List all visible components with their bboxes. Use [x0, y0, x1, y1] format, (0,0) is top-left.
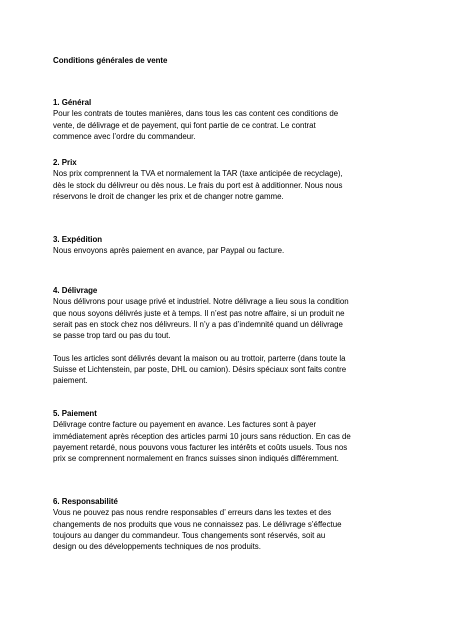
section-paragraph — [53, 296, 413, 341]
section-heading: 6. Responsabilité — [53, 497, 118, 506]
section-expedition — [53, 234, 413, 257]
text-line: que nous soyons délivrés juste et à temps. Il n’est pas notre affaire, si un produit ne — [53, 308, 345, 318]
section-prix — [53, 157, 413, 202]
text-line: payement retardé, nous pouvons vous facturer les intérêts et coûts usuels. Tous nos — [53, 442, 348, 452]
text-line: dès le stock du délivreur ou dès nous. Le frais du port est à additionner. Nous nous — [53, 180, 343, 190]
text-line: réservons le droit de changer les prix et de changer notre gamme. — [53, 191, 284, 201]
text-line: design ou des développements techniques de nos produits. — [53, 542, 261, 552]
text-line: toujours au danger du commandeur. Tous changements sont réservés, soit au — [53, 530, 326, 540]
text-line: commence avec l’ordre du commandeur. — [53, 131, 196, 141]
text-line: Suisse et Lichtenstein, par poste, DHL ou camion). Désirs spéciaux sont faits contre — [53, 365, 347, 375]
text-line: paiement. — [53, 376, 88, 386]
section-paragraph — [53, 245, 413, 256]
text-line: Délivrage contre facture ou payement en avance. Les factures sont à payer — [53, 420, 317, 430]
text-line: Nos prix comprennent la TVA et normalement la TAR (taxe anticipée de recyclage), — [53, 169, 343, 179]
section-responsabilite — [53, 496, 413, 552]
text-line: se passe trop tard ou pas du tout. — [53, 331, 171, 341]
section-paragraph — [53, 353, 413, 387]
section-paragraph — [53, 108, 413, 142]
text-line: Nous envoyons après paiement en avance, par Paypal ou facture. — [53, 246, 285, 256]
section-paragraph — [53, 419, 413, 464]
section-paragraph — [53, 507, 413, 552]
section-heading: 3. Expédition — [53, 235, 103, 244]
document-title: Conditions générales de vente — [53, 56, 168, 65]
section-heading: 5. Paiement — [53, 409, 97, 418]
text-line: changements de nos produits que vous ne connaissez pas. Le délivrage s’éffectue — [53, 519, 342, 529]
text-line: serait pas en stock chez nos délivreurs. Il n’y a pas d’indemnité quand un délivrage — [53, 319, 343, 329]
section-heading: 2. Prix — [53, 158, 77, 167]
section-heading: 1. Général — [53, 98, 92, 107]
section-general — [53, 97, 413, 142]
text-line: Tous les articles sont délivrés devant la maison ou au trottoir, parterre (dans toute la — [53, 353, 346, 363]
section-paragraph — [53, 168, 413, 202]
text-line: vente, de délivrage et de payement, qui font partie de ce contrat. Le contrat — [53, 120, 316, 130]
section-delivrage — [53, 285, 413, 387]
section-heading: 4. Délivrage — [53, 286, 98, 295]
text-line: Pour les contrats de toutes manières, dans tous les cas content ces conditions de — [53, 109, 339, 119]
text-line: Vous ne pouvez pas nous rendre responsables d’ erreurs dans les textes et des — [53, 508, 332, 518]
section-paiement — [53, 408, 413, 464]
text-line: immédiatement après réception des articles parmi 10 jours sans réduction. En cas de — [53, 431, 351, 441]
text-line: Nous délivrons pour usage privé et industriel. Notre délivrage a lieu sous la condition — [53, 297, 349, 307]
text-line: prix se comprennent normalement en francs suisses sinon indiqués différemment. — [53, 454, 339, 464]
